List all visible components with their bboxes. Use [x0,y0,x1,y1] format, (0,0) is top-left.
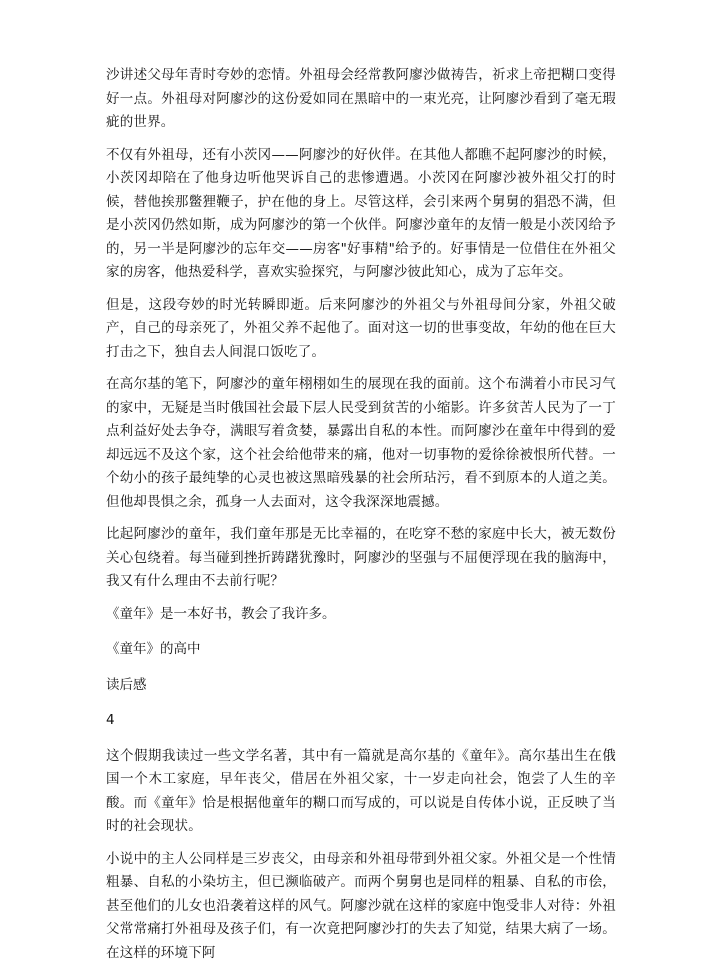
paragraph-3: 但是，这段夸妙的时光转瞬即逝。后来阿廖沙的外祖父与外祖母间分家，外祖父破产，自己的母亲死了，外祖父养不起他了。面对这一切的世事变故，年幼的他在巨大打击之下，独自去人间混口饭吃了。 [106,296,616,360]
document-page [106,64,616,974]
paragraph-1: 沙讲述父母年青时夸妙的恋情。外祖母会经常教阿廖沙做祷告，祈求上帝把糊口变得好一点。外祖母对阿廖沙的这份爱如同在黑暗中的一束光亮，让阿廖沙看到了毫无瑕疵的世界。 [106,67,616,130]
paragraph-5: 比起阿廖沙的童年，我们童年那是无比幸福的，在吃穿不愁的家庭中长大，被无数份关心包绕着。每当碰到挫折踌躇犹豫时，阿廖沙的坚强与不屈便浮现在我的脑海中，我又有什么理由不去前行呢？ [106,526,616,589]
essay-title-line: 《童年》的高中 [106,641,201,657]
essay-subtitle-line: 读后感 [106,676,147,693]
section-number: 4 [106,712,115,728]
paragraph-7: 小说中的主人公同样是三岁丧父，由母亲和外祖母带到外祖父家。外祖父是一个性情粗暴、自私的小染坊主，但已濒临破产。而两个舅舅也是同样的粗暴、自私的市侩，甚至他们的儿女也沿袭着这样的风气。阿廖沙就在这样的家庭中饱受非人对待：外祖父常常痛打外祖母及孩子们，有一次竟把阿廖沙打的失去了知觉，结果大病了一场。在这样的环境下阿 [106,850,616,961]
paragraph-4: 在高尔基的笔下，阿廖沙的童年栩栩如生的展现在我的面前。这个布满着小市民习气的家中，无疑是当时俄国社会最下层人民受到贫苦的小缩影。许多贫苦人民为了一丁点利益好处去争夺，满眼写着贪婪，暴露出自私的本性。而阿廖沙在童年中得到的爱却远远不及这个家，这个社会给他带来的痛，他对一切事物的爱徐徐被恨所代替。一个幼小的孩子最纯挚的心灵也被这黑暗残暴的社会所玷污，看不到原本的人道之美。但他却畏惧之余，孤身一人去面对，这令我深深地震撼。 [106,376,616,510]
paragraph-6: 这个假期我读过一些文学名著，其中有一篇就是高尔基的《童年》。高尔基出生在俄国一个木工家庭，早年丧父，借居在外祖父家，十一岁走向社会，饱尝了人生的辛酸。而《童年》恰是根据他童年的糊口而写成的，可以说是自传体小说，正反映了当时的社会现状。 [106,747,616,834]
paragraph-2: 不仅有外祖母，还有小茨冈——阿廖沙的好伙伴。在其他人都瞧不起阿廖沙的时候，小茨冈却陪在了他身边听他哭诉自己的悲惨遭遇。小茨冈在阿廖沙被外祖父打的时候，替他挨那鳖狸鞭子，护在他的身上。尽管这样，会引来两个舅舅的猖恐不满，但是小茨冈仍然如斯，成为阿廖沙的第一个伙伴。阿廖沙童年的友情一般是小茨冈给予的，另一半是阿廖沙的忘年交——房客"好事精"给予的。好事情是一位借住在外祖父家的房客，他热爱科学，喜欢实验探究，与阿廖沙彼此知心，成为了忘年交。 [106,146,616,280]
book-praise-line: 《童年》是一本好书，教会了我许多。 [106,605,336,622]
